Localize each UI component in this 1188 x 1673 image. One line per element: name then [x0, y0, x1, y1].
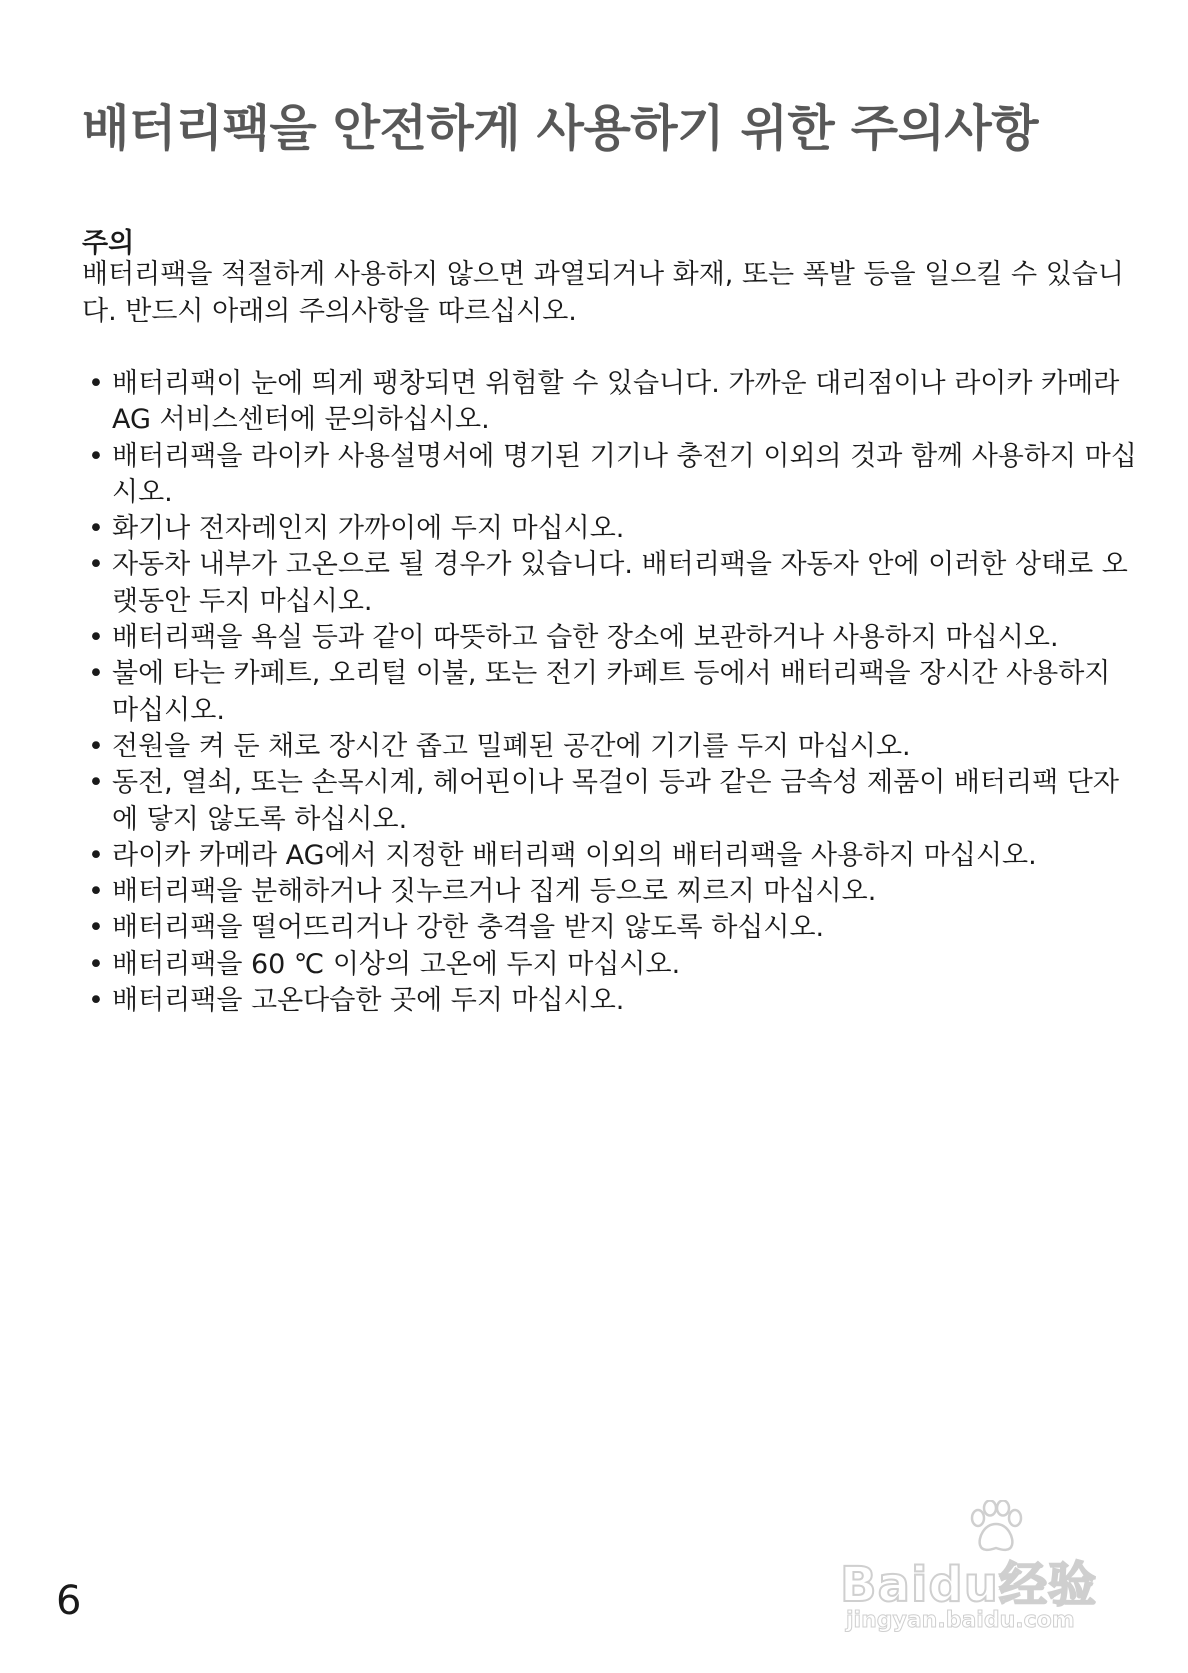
- bullet: •: [88, 549, 104, 581]
- list-item-text: 배터리팩을 떨어뜨리거나 강한 충격을 받지 않도록 하십시오.: [112, 912, 825, 944]
- bullet: •: [88, 876, 104, 908]
- list-item: [88, 366, 1138, 439]
- list-item: [88, 874, 1138, 910]
- page-number: 6: [56, 1578, 82, 1624]
- list-item: [88, 511, 1138, 547]
- caution-list: [88, 366, 1138, 1019]
- bullet: •: [88, 985, 104, 1017]
- bullet: •: [88, 839, 104, 871]
- list-item: [88, 765, 1138, 838]
- list-item: [88, 547, 1138, 620]
- list-item: [88, 838, 1138, 874]
- list-item-text: 라이카 카메라 AG에서 지정한 배터리팩 이외의 배터리팩을 사용하지 마십시오.: [112, 839, 1037, 871]
- list-item: [88, 729, 1138, 765]
- list-item-text: 배터리팩을 분해하거나 짓누르거나 집게 등으로 찌르지 마십시오.: [112, 876, 877, 908]
- watermark-url: jingyan.baidu.com: [846, 1608, 1075, 1633]
- watermark-brand: Baidu经验: [840, 1557, 1097, 1613]
- list-item: [88, 947, 1138, 983]
- bullet: •: [88, 948, 104, 980]
- bullet: •: [88, 440, 104, 472]
- list-item-text: 전원을 켜 둔 채로 장시간 좁고 밀폐된 공간에 기기를 두지 마십시오.: [112, 730, 911, 762]
- list-item-text: 동전, 열쇠, 또는 손목시계, 헤어핀이나 목걸이 등과 같은 금속성 제품이 배터리팩 단자에 닿지 않도록 하십시오.: [112, 767, 1119, 835]
- watermark: [840, 1500, 1130, 1650]
- caution-heading: 주의: [82, 228, 135, 259]
- bullet: •: [88, 730, 104, 762]
- list-item-text: 배터리팩을 욕실 등과 같이 따뜻하고 습한 장소에 보관하거나 사용하지 마십시오.: [112, 622, 1059, 654]
- bullet: •: [88, 622, 104, 654]
- list-item: [88, 656, 1138, 729]
- list-item-text: 불에 타는 카페트, 오리털 이불, 또는 전기 카페트 등에서 배터리팩을 장시간 사용하지 마십시오.: [112, 658, 1111, 726]
- list-item: [88, 620, 1138, 656]
- list-item-text: 배터리팩을 라이카 사용설명서에 명기된 기기나 충전기 이외의 것과 함께 사용하지 마십시오.: [112, 440, 1137, 508]
- list-item: [88, 439, 1138, 512]
- list-item-text: 배터리팩을 60 ℃ 이상의 고온에 두지 마십시오.: [112, 948, 681, 980]
- list-item-text: 배터리팩이 눈에 띄게 팽창되면 위험할 수 있습니다. 가까운 대리점이나 라이카 카메라 AG 서비스센터에 문의하십시오.: [112, 368, 1120, 436]
- page-title: 배터리팩을 안전하게 사용하기 위한 주의사항: [82, 100, 1039, 157]
- list-item-text: 화기나 전자레인지 가까이에 두지 마십시오.: [112, 513, 625, 545]
- list-item: [88, 910, 1138, 946]
- list-item-text: 배터리팩을 고온다습한 곳에 두지 마십시오.: [112, 985, 625, 1017]
- list-item: [88, 983, 1138, 1019]
- bullet: •: [88, 513, 104, 545]
- caution-intro: 배터리팩을 적절하게 사용하지 않으면 과열되거나 화재, 또는 폭발 등을 일으킬 수 있습니다. 반드시 아래의 주의사항을 따르십시오.: [82, 259, 1124, 327]
- bullet: •: [88, 658, 104, 690]
- bullet: •: [88, 368, 104, 399]
- list-item-text: 자동차 내부가 고온으로 될 경우가 있습니다. 배터리팩을 자동자 안에 이러한 상태로 오랫동안 두지 마십시오.: [112, 549, 1128, 617]
- bullet: •: [88, 767, 104, 799]
- bullet: •: [88, 912, 104, 944]
